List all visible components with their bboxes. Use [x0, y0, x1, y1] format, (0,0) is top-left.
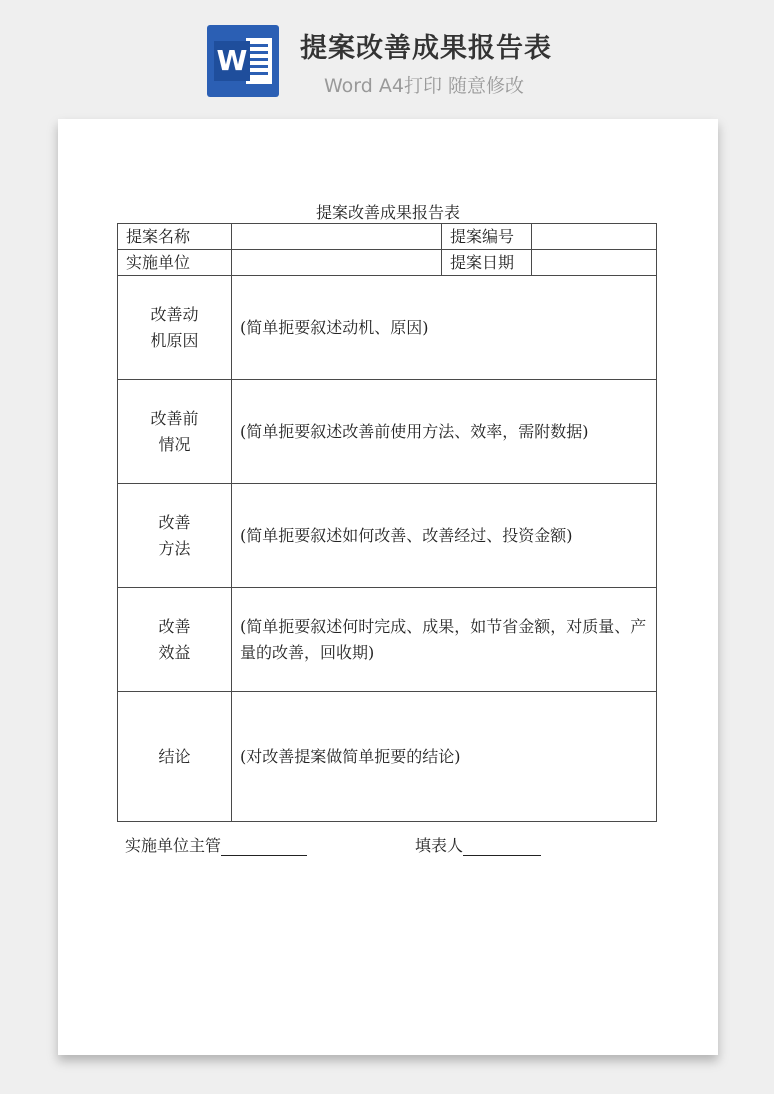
- header-title: 提案改善成果报告表: [300, 33, 552, 64]
- manager-signature-line[interactable]: [221, 837, 307, 856]
- proposal-name-field[interactable]: [232, 224, 442, 250]
- motivation-label: 改善动 机原因: [118, 276, 232, 380]
- header-subtitle: Word A4打印 随意修改: [324, 75, 525, 97]
- manager-signature: [125, 833, 307, 856]
- filler-signature: [415, 833, 541, 856]
- proposal-date-label: 提案日期: [442, 250, 532, 276]
- proposal-date-field[interactable]: [532, 250, 657, 276]
- manager-label: 实施单位主管: [125, 836, 222, 855]
- word-letter: W: [214, 41, 250, 81]
- filler-signature-line[interactable]: [463, 837, 541, 856]
- improvement-benefit-label: 改善 效益: [118, 588, 232, 692]
- conclusion-content[interactable]: (对改善提案做简单扼要的结论): [232, 692, 657, 822]
- table-row: [118, 276, 657, 380]
- table-row: [118, 588, 657, 692]
- proposal-name-label: 提案名称: [118, 224, 232, 250]
- table-row: [118, 250, 657, 276]
- implementing-unit-field[interactable]: [232, 250, 442, 276]
- document-title: 提案改善成果报告表: [315, 203, 460, 222]
- document-page: [58, 119, 718, 1055]
- report-table: [117, 223, 657, 822]
- implementing-unit-label: 实施单位: [118, 250, 232, 276]
- word-document-icon: [207, 25, 279, 97]
- improvement-benefit-content[interactable]: (简单扼要叙述何时完成、成果，如节省金额，对质量、产量的改善，回收期): [232, 588, 657, 692]
- table-row: [118, 484, 657, 588]
- improvement-method-content[interactable]: (简单扼要叙述如何改善、改善经过、投资金额): [232, 484, 657, 588]
- improvement-method-label: 改善 方法: [118, 484, 232, 588]
- conclusion-label: 结论: [118, 692, 232, 822]
- before-situation-content[interactable]: (简单扼要叙述改善前使用方法、效率，需附数据): [232, 380, 657, 484]
- proposal-number-label: 提案编号: [442, 224, 532, 250]
- before-situation-label: 改善前 情况: [118, 380, 232, 484]
- motivation-content[interactable]: (简单扼要叙述动机、原因): [232, 276, 657, 380]
- proposal-number-field[interactable]: [532, 224, 657, 250]
- table-row: [118, 224, 657, 250]
- table-row: [118, 692, 657, 822]
- page-header: [0, 0, 774, 118]
- filler-label: 填表人: [415, 836, 464, 855]
- table-row: [118, 380, 657, 484]
